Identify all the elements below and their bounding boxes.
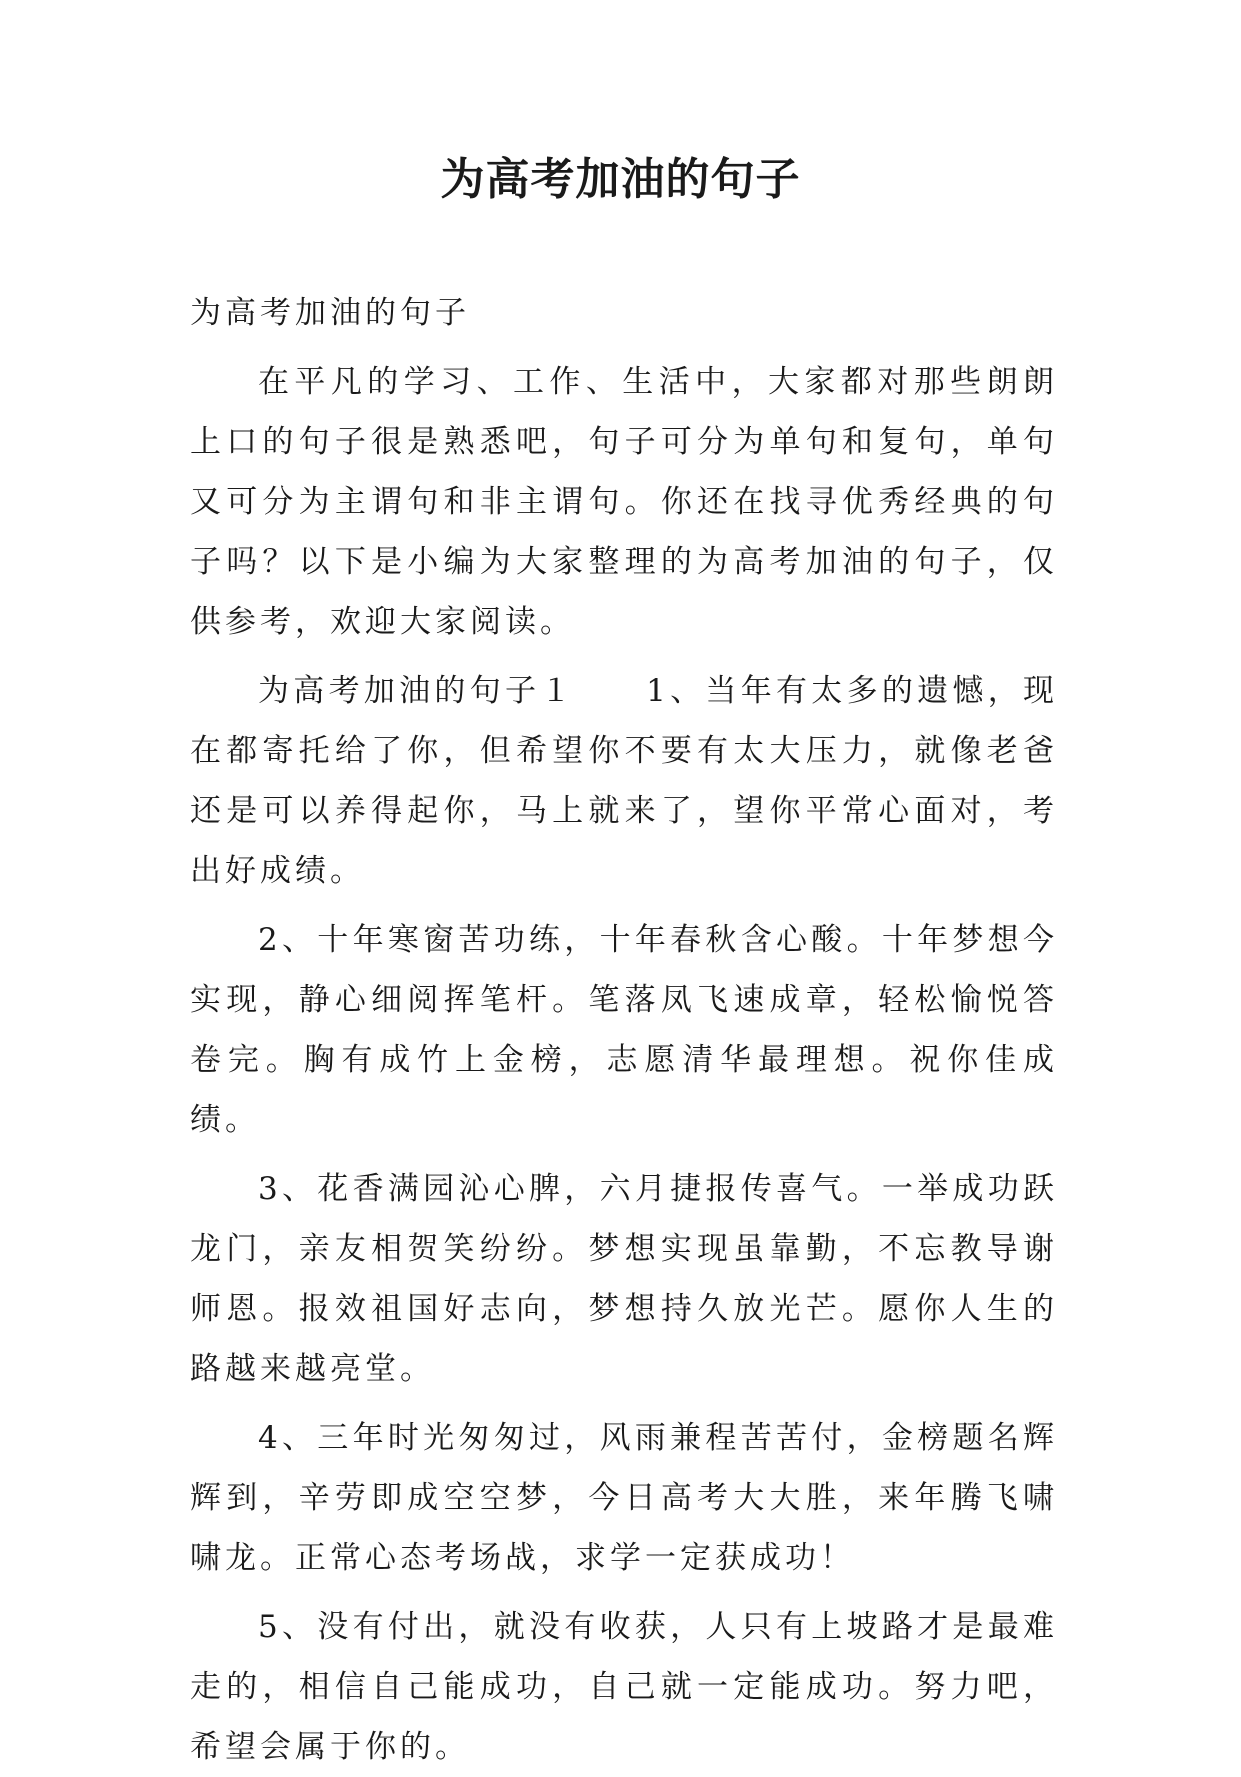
sentence-paragraph-4: 4、三年时光匆匆过，风雨兼程苦苦付，金榜题名辉辉到，辛劳即成空空梦，今日高考大大胜，来年腾飞啸啸龙。正常心态考场战，求学一定获成功！ <box>190 1420 1058 1576</box>
document-body <box>190 283 1058 1777</box>
sentence-paragraph-5: 5、没有付出，就没有收获，人只有上坡路才是最难走的，相信自己能成功，自己就一定能成功。努力吧，希望会属于你的。 <box>190 1609 1058 1765</box>
document-title: 为高考加油的句子 <box>440 154 801 205</box>
sentence-paragraph-2: 2、十年寒窗苦功练，十年春秋含心酸。十年梦想今实现，静心细阅挥笔杆。笔落凤飞速成章，轻松愉悦答卷完。胸有成竹上金榜，志愿清华最理想。祝你佳成绩。 <box>190 922 1058 1138</box>
document-subtitle: 为高考加油的句子 <box>190 295 470 331</box>
intro-paragraph: 在平凡的学习、工作、生活中，大家都对那些朗朗上口的句子很是熟悉吧，句子可分为单句和复句，单句又可分为主谓句和非主谓句。你还在找寻优秀经典的句子吗？以下是小编为大家整理的为高考加油的句子，仅供参考，欢迎大家阅读。 <box>190 364 1058 640</box>
sentence-paragraph-1: 为高考加油的句子１ 1、当年有太多的遗憾，现在都寄托给了你，但希望你不要有太大压力，就像老爸还是可以养得起你，马上就来了，望你平常心面对，考出好成绩。 <box>190 673 1058 889</box>
sentence-paragraph-3: 3、花香满园沁心脾，六月捷报传喜气。一举成功跃龙门，亲友相贺笑纷纷。梦想实现虽靠勤，不忘教导谢师恩。报效祖国好志向，梦想持久放光芒。愿你人生的路越来越亮堂。 <box>190 1171 1058 1387</box>
